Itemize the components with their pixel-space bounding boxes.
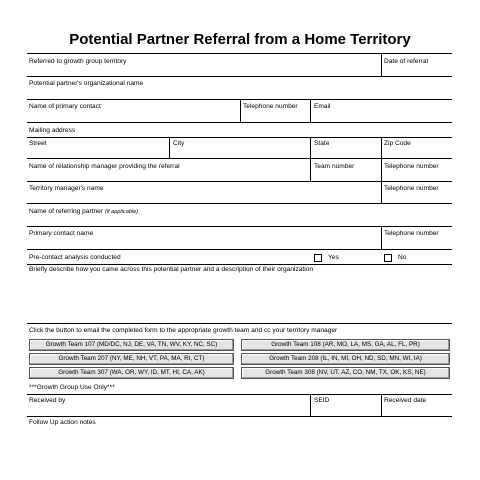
divider bbox=[310, 158, 311, 181]
email-label: Email bbox=[314, 103, 331, 110]
divider bbox=[169, 137, 170, 158]
divider bbox=[381, 54, 382, 76]
divider bbox=[381, 158, 382, 181]
city-label: City bbox=[173, 140, 185, 147]
yes-checkbox[interactable] bbox=[314, 254, 322, 262]
divider bbox=[240, 99, 241, 122]
yes-label: Yes bbox=[328, 254, 339, 261]
row-line bbox=[27, 394, 452, 395]
no-label: No bbox=[398, 254, 407, 261]
row-line bbox=[27, 264, 452, 265]
growth-team-308-button[interactable]: Growth Team 308 (NV, UT, AZ, CO, NM, TX, OK, KS, NE) bbox=[241, 367, 450, 379]
follow-up-label: Follow Up action notes bbox=[29, 419, 96, 426]
row-line bbox=[27, 416, 452, 417]
growth-team-207-button[interactable]: Growth Team 207 (NY, ME, NH, VT, PA, MA, RI, CT) bbox=[29, 353, 234, 365]
referring-partner-note: (if applicable) bbox=[104, 209, 139, 215]
row-line bbox=[27, 158, 452, 159]
referred-to-group-label: Referred to growth group territory bbox=[29, 58, 127, 65]
row-line bbox=[27, 249, 452, 250]
divider bbox=[310, 99, 311, 122]
pc-telephone-label: Telephone number bbox=[384, 230, 439, 237]
row-line bbox=[27, 181, 452, 182]
divider bbox=[381, 394, 382, 416]
divider bbox=[310, 137, 311, 158]
divider bbox=[381, 181, 382, 203]
primary-contact-label: Primary contact name bbox=[29, 230, 94, 237]
growth-team-108-button[interactable]: Growth Team 108 (AR, MO, LA, MS, GA, AL, FL, PR) bbox=[241, 339, 450, 351]
growth-team-208-button[interactable]: Growth Team 208 (IL, IN, MI, OH, ND, SD, MN, WI, IA) bbox=[241, 353, 450, 365]
referring-partner-label bbox=[29, 208, 138, 216]
territory-manager-label: Territory manager's name bbox=[29, 185, 104, 192]
referring-partner-text: Name of referring partner bbox=[29, 208, 104, 215]
team-number-label: Team number bbox=[314, 163, 355, 170]
org-name-label: Potential partner's organizational name bbox=[29, 80, 144, 87]
row-line bbox=[27, 76, 452, 77]
rm-telephone-label: Telephone number bbox=[384, 163, 439, 170]
growth-team-307-button[interactable]: Growth Team 307 (WA, OR, WY, ID, MT, HI, CA, AK) bbox=[29, 367, 234, 379]
describe-label: Briefly describe how you came across this potential partner and a description of their organization bbox=[29, 266, 314, 273]
date-of-referral-label: Date of referral bbox=[384, 58, 428, 65]
row-line bbox=[27, 323, 452, 324]
street-label: Street bbox=[29, 140, 47, 147]
mailing-address-label: Mailing address bbox=[29, 127, 76, 134]
row-line bbox=[27, 203, 452, 204]
state-label: State bbox=[314, 140, 330, 147]
tm-telephone-label: Telephone number bbox=[384, 185, 439, 192]
relationship-manager-label: Name of relationship manager providing the referral bbox=[29, 163, 180, 170]
row-line bbox=[27, 122, 452, 123]
seid-label: SEID bbox=[314, 397, 330, 404]
row-line bbox=[27, 226, 452, 227]
form-title: Potential Partner Referral from a Home Territory bbox=[69, 31, 411, 48]
pre-contact-label: Pre-contact analysis conducted bbox=[29, 254, 121, 261]
divider bbox=[310, 394, 311, 416]
divider bbox=[381, 226, 382, 249]
use-only-heading: ***Growth Group Use Only*** bbox=[29, 384, 115, 391]
divider bbox=[381, 137, 382, 158]
title-rule bbox=[27, 53, 452, 54]
no-checkbox[interactable] bbox=[384, 254, 392, 262]
growth-team-107-button[interactable]: Growth Team 107 (MD/DC, NJ, DE, VA, TN, WV, KY, NC, SC) bbox=[29, 339, 234, 351]
zip-label: Zip Code bbox=[384, 140, 411, 147]
primary-contact-name-label: Name of primary contact bbox=[29, 103, 101, 110]
received-date-label: Received date bbox=[384, 397, 427, 404]
received-by-label: Received by bbox=[29, 397, 66, 404]
row-line bbox=[27, 137, 452, 138]
email-instruction: Click the button to email the completed form to the appropriate growth team and cc your territory manager bbox=[29, 327, 338, 334]
telephone-label: Telephone number bbox=[243, 103, 298, 110]
